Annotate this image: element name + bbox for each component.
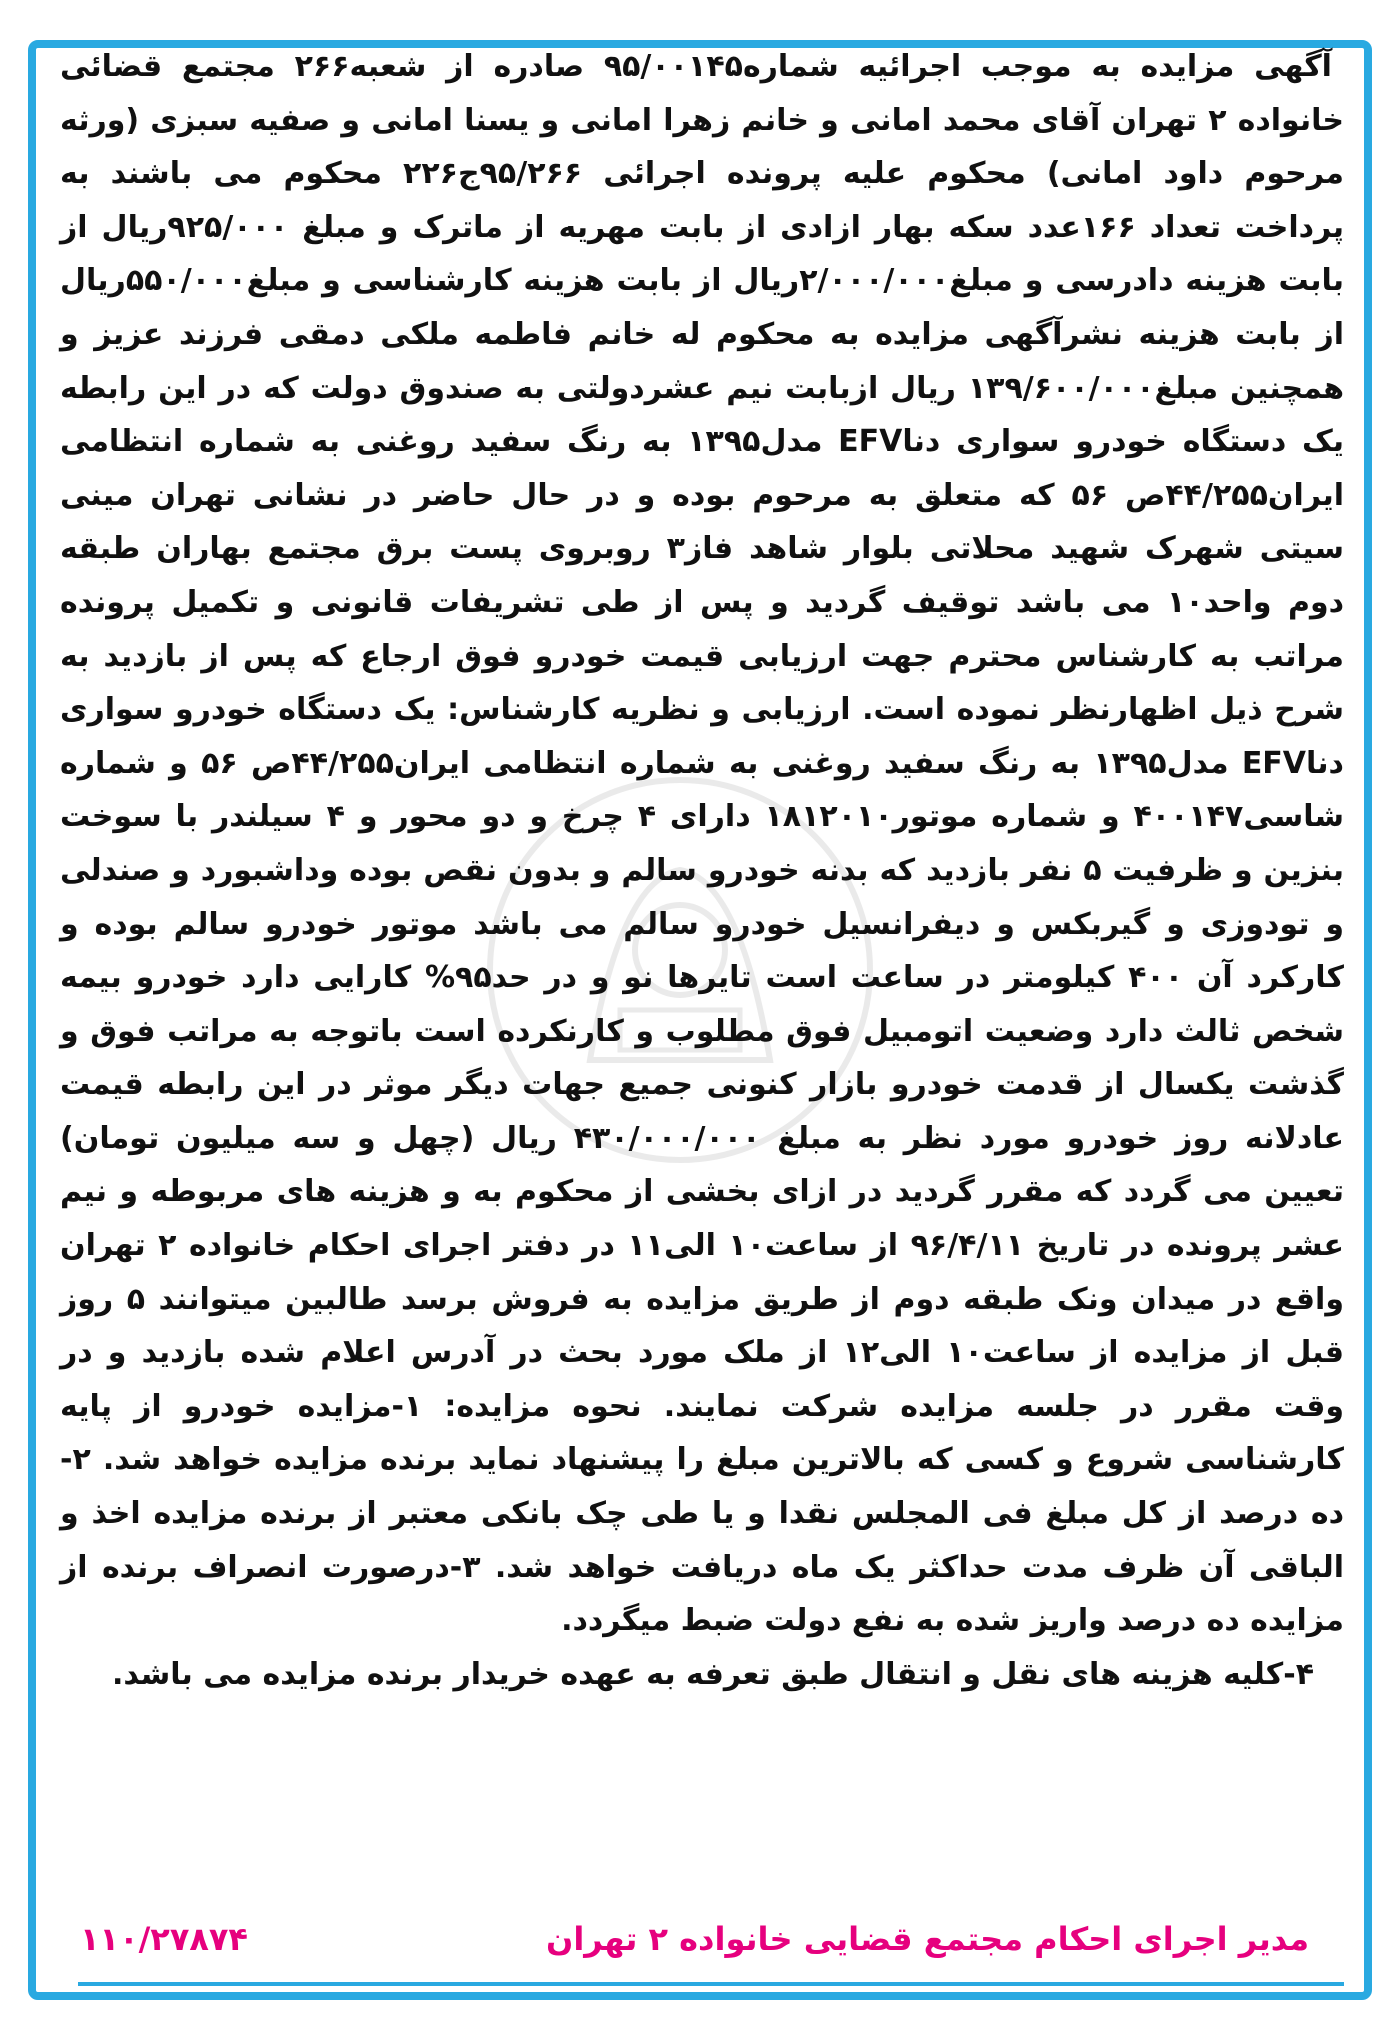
notice-body: آگهی مزایده به موجب اجرائیه شماره۹۵/۰۰۱۴۵ صادره از شعبه۲۶۶ مجتمع قضائی خانواده ۲ تهران آقای محمد امانی و خانم زهرا امانی و یسنا امانی و صفیه سبزی (ورثه مرحوم داود امانی) محکوم علیه پرونده اجرائی ۹۵/۲۶۶ج۲۲۶ محکوم می باشند به پرداخت تعداد ۱۶۶عدد سکه بهار ازادی از بابت مهریه از ماترک و مبلغ ۹۲۵/۰۰۰ریال از بابت هزینه دادرسی و مبلغ۲/۰۰۰/۰۰۰ریال از بابت هزینه کارشناسی و مبلغ۵۵۰/۰۰۰ریال از بابت هزینه نشرآگهی مزایده به محکوم له خانم فاطمه ملکی دمقی فرزند عزیز و همچنین مبلغ۱۳۹/۶۰۰/۰۰۰ ریال ازبابت نیم عشردولتی به صندوق دولت که در این رابطه یک دستگاه خودرو سواری دناEFV مدل۱۳۹۵ به رنگ سفید روغنی به شماره انتظامی ایران۴۴/۲۵۵ص ۵۶ که متعلق به مرحوم بوده و در حال حاضر در نشانی تهران مینی سیتی شهرک شهید محلاتی بلوار شاهد فاز۳ روبروی پست برق مجتمع بهاران طبقه دوم واحد۱۰ می باشد توقیف گردید و پس از طی تشریفات قانونی و تکمیل پرونده مراتب به کارشناس محترم جهت ارزیابی قیمت خودرو فوق ارجاع که پس از بازدید به شرح ذیل اظهارنظر نموده است. ارزیابی و نظریه کارشناس: یک دستگاه خودرو سواری دناEFV مدل۱۳۹۵ به رنگ سفید روغنی به شماره انتظامی ایران۴۴/۲۵۵ص ۵۶ و شماره شاسی۴۰۰۱۴۷ و شماره موتور۱۸۱۲۰۱۰ دارای ۴ چرخ و دو محور و ۴ سیلندر با سوخت بنزین و ظرفیت ۵ نفر بازدید که بدنه خودرو سالم و بدون نقص بوده وداشبورد و صندلی و تودوزی و گیربکس و دیفرانسیل خودرو سالم می باشد موتور خودرو سالم بوده و کارکرد آن ۴۰۰ کیلومتر در ساعت است تایرها نو و در حد۹۵% کارایی دارد خودرو بیمه شخص ثالث دارد وضعیت اتومبیل فوق مطلوب و کارنکرده است باتوجه به مراتب فوق و گذشت یکسال از قدمت خودرو بازار کنونی جمیع جهات دیگر موثر در این رابطه قیمت عادلانه روز خودرو مورد نظر به مبلغ ۴۳۰/۰۰۰/۰۰۰ ریال (چهل و سه میلیون تومان) تعیین می گردد که مقرر گردید در ازای بخشی از محکوم به و هزینه های مربوطه و نیم عشر پرونده در تاریخ ۹۶/۴/۱۱ از ساعت۱۰ الی۱۱ در دفتر اجرای احکام خانواده ۲ تهران واقع در میدان ونک طبقه دوم از طریق مزایده به فروش برسد طالبین میتوانند ۵ روز قبل از مزایده از ساعت۱۰ الی۱۲ از ملک مورد بحث در آدرس اعلام شده بازدید و در وقت مقرر در جلسه مزایده شرکت نمایند. نحوه مزایده: ۱-مزایده خودرو از پایه کارشناسی شروع و کسی که بالاترین مبلغ را پیشنهاد نماید برنده مزایده خواهد شد. ۲-ده درصد از کل مبلغ فی المجلس نقدا و یا طی چک بانکی معتبر از برنده مزایده اخذ و الباقی آن ظرف مدت حداکثر یک ماه دریافت خواهد شد. ۳-درصورت انصراف برنده از مزایده ده درصد واریز شده به نفع دولت ضبط میگردد. (60, 49, 1345, 1639)
notice-footer (80, 1920, 1309, 1958)
footer-divider (78, 1982, 1344, 1986)
notice-code: ۱۱۰/۲۷۸۷۴ (80, 1920, 248, 1958)
signature-text: مدیر اجرای احکام مجتمع قضایی خانواده ۲ تهران (546, 1920, 1309, 1958)
notice-item-4: ۴-کلیه هزینه های نقل و انتقال طبق تعرفه به عهده خریدار برنده مزایده می باشد. (111, 1656, 1314, 1692)
notice-content (60, 40, 1344, 1701)
